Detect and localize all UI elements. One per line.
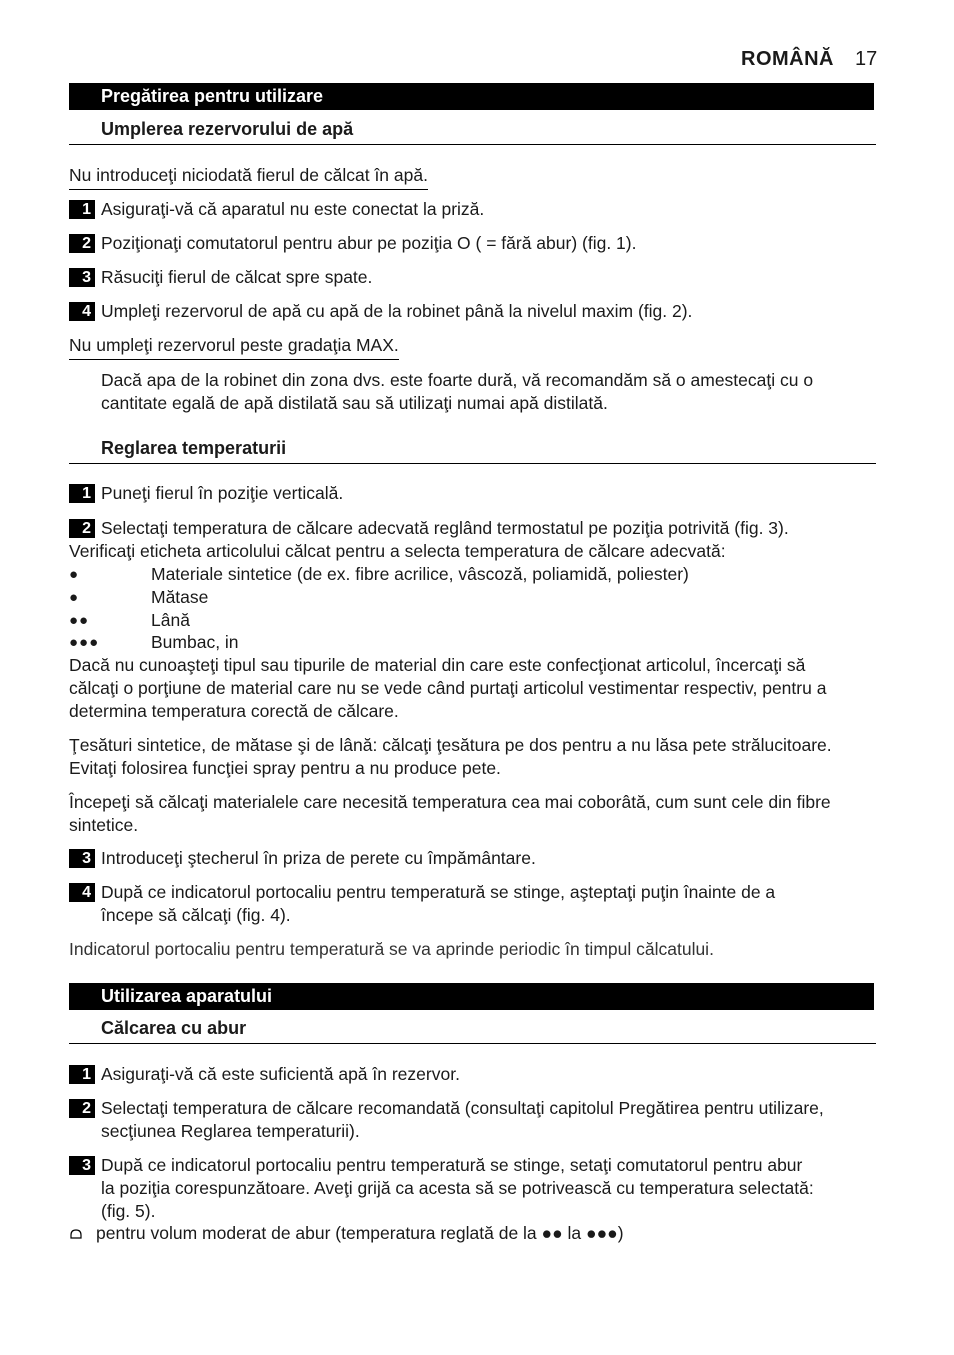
- list-item-text: Mătase: [151, 587, 209, 607]
- text-line: determina temperatura corectă de călcare.: [69, 701, 399, 721]
- text-line: După ce indicatorul portocaliu pentru temperatură se stinge, setaţi comutatorul pentru abur: [101, 1155, 803, 1175]
- step-item: [69, 1063, 879, 1086]
- step-item: [69, 198, 879, 221]
- paragraph: [69, 791, 879, 837]
- paragraph: [69, 654, 879, 723]
- step-item: [69, 1154, 879, 1223]
- section-title-bar: [69, 983, 874, 1010]
- step-text: Umpleţi rezervorul de apă cu apă de la robinet până la nivelul maxim (fig. 2).: [101, 301, 693, 321]
- list-item-text: Lână: [151, 610, 190, 630]
- note-text: Indicatorul portocaliu pentru temperatură se va aprinde periodic în timpul călcatului.: [69, 939, 714, 959]
- step-item: [69, 517, 879, 540]
- step-text: Puneţi fierul în poziţie verticală.: [101, 483, 344, 503]
- note-text: Verificaţi eticheta articolului călcat pentru a selecta temperatura de călcare adecvată:: [69, 541, 726, 561]
- dot-icon: ●●: [69, 612, 90, 629]
- text-line: la poziţia corespunzătoare. Aveţi grijă ca acesta să se potrivească cu temperatura selectată:: [101, 1178, 814, 1198]
- text-line: Selectaţi temperatura de călcare recomandată (consultaţi capitolul Pregătirea pentru utilizare,: [101, 1098, 824, 1118]
- step-item: [69, 232, 879, 255]
- step-number: 3: [69, 849, 95, 868]
- step-text: [101, 1097, 879, 1143]
- tip-text: [101, 369, 881, 415]
- list-item-text: Bumbac, in: [151, 632, 239, 652]
- step-text: [101, 1154, 879, 1223]
- step-item: [69, 847, 879, 870]
- step-item: [69, 482, 879, 505]
- subsection-title: Reglarea temperaturii: [101, 438, 287, 458]
- text-line: secţiunea Reglarea temperaturii).: [101, 1121, 360, 1141]
- warning-text: Nu umpleţi rezervorul peste gradaţia MAX.: [69, 334, 399, 360]
- page-number: 17: [855, 48, 878, 70]
- divider: [69, 144, 876, 145]
- list-item: [69, 563, 869, 586]
- list-item-text: Materiale sintetice (de ex. fibre acrilice, vâscoză, poliamidă, poliester): [151, 564, 689, 584]
- step-item: [69, 300, 879, 323]
- list-item: [69, 631, 869, 654]
- divider: [69, 463, 876, 464]
- text-line: Evitaţi folosirea funcţiei spray pentru a nu produce pete.: [69, 758, 501, 778]
- text-line: Dacă nu cunoaşteţi tipul sau tipurile de material din care este confecţionat articolul, încercaţi să: [69, 655, 806, 675]
- warning-text: Nu introduceţi niciodată fierul de călcat în apă.: [69, 164, 428, 190]
- step-item: [69, 881, 879, 927]
- text-line: Începeţi să călcaţi materialele care necesită temperatura cea mai coborâtă, cum sunt cele din fibre: [69, 792, 831, 812]
- dot-icon: ●●●: [69, 634, 100, 651]
- text-line: Ţesături sintetice, de mătase şi de lână: călcaţi ţesătura pe dos pentru a nu lăsa pete strălucitoare.: [69, 735, 832, 755]
- step-item: [69, 1097, 879, 1143]
- dot-icon: ●: [69, 589, 80, 606]
- paragraph: [69, 734, 879, 780]
- section-title: Pregătirea pentru utilizare: [101, 86, 324, 106]
- text-line: cantitate egală de apă distilată sau să utilizaţi numai apă distilată.: [101, 393, 608, 413]
- step-text: Poziţionaţi comutatorul pentru abur pe poziţia O ( = fără abur) (fig. 1).: [101, 233, 637, 253]
- step-text: Răsuciţi fierul de călcat spre spate.: [101, 267, 373, 287]
- step-item: [69, 266, 879, 289]
- language-label: ROMÂNĂ: [741, 48, 834, 70]
- step-number: 1: [69, 1065, 95, 1084]
- step-text: Asiguraţi-vă că aparatul nu este conectat la priză.: [101, 199, 485, 219]
- subsection-title: Umplerea rezervorului de apă: [101, 119, 354, 139]
- steam-setting-text: pentru volum moderat de abur (temperatura reglată de la ●● la ●●●): [96, 1223, 624, 1243]
- step-number: 3: [69, 1156, 95, 1175]
- dot-icon: ●: [69, 566, 80, 583]
- divider: [69, 1043, 876, 1044]
- subsection-title: Călcarea cu abur: [101, 1018, 247, 1038]
- step-text: Selectaţi temperatura de călcare adecvată reglând termostatul pe poziţia potrivită (fig. 3).: [101, 518, 789, 538]
- step-number: 2: [69, 234, 95, 253]
- step-text: Introduceţi ştecherul în priza de perete cu împământare.: [101, 848, 536, 868]
- step-number: 4: [69, 883, 95, 902]
- text-line: (fig. 5).: [101, 1201, 156, 1221]
- text-line: Dacă apa de la robinet din zona dvs. este foarte dură, vă recomandăm să o amestecaţi cu o: [101, 370, 814, 390]
- section-title-bar: [69, 83, 874, 110]
- step-number: 1: [69, 200, 95, 219]
- step-number: 1: [69, 484, 95, 503]
- step-number: 2: [69, 1099, 95, 1118]
- steam-setting-row: [69, 1222, 879, 1245]
- step-number: 3: [69, 268, 95, 287]
- section-title: Utilizarea aparatului: [101, 986, 273, 1006]
- step-number: 2: [69, 519, 95, 538]
- step-number: 4: [69, 302, 95, 321]
- text-line: călcaţi o porţiune de material care nu se vede când purtaţi articolul vestimentar respectiv, pentru a: [69, 678, 827, 698]
- step-text: Asiguraţi-vă că este suficientă apă în rezervor.: [101, 1064, 460, 1084]
- text-line: sintetice.: [69, 815, 139, 835]
- list-item: [69, 609, 869, 632]
- step-text: [101, 881, 879, 927]
- text-line: începe să călcaţi (fig. 4).: [101, 905, 291, 925]
- list-item: [69, 586, 869, 609]
- text-line: După ce indicatorul portocaliu pentru temperatură se stinge, aşteptaţi puţin înainte de a: [101, 882, 776, 902]
- steam-icon: [69, 1228, 83, 1240]
